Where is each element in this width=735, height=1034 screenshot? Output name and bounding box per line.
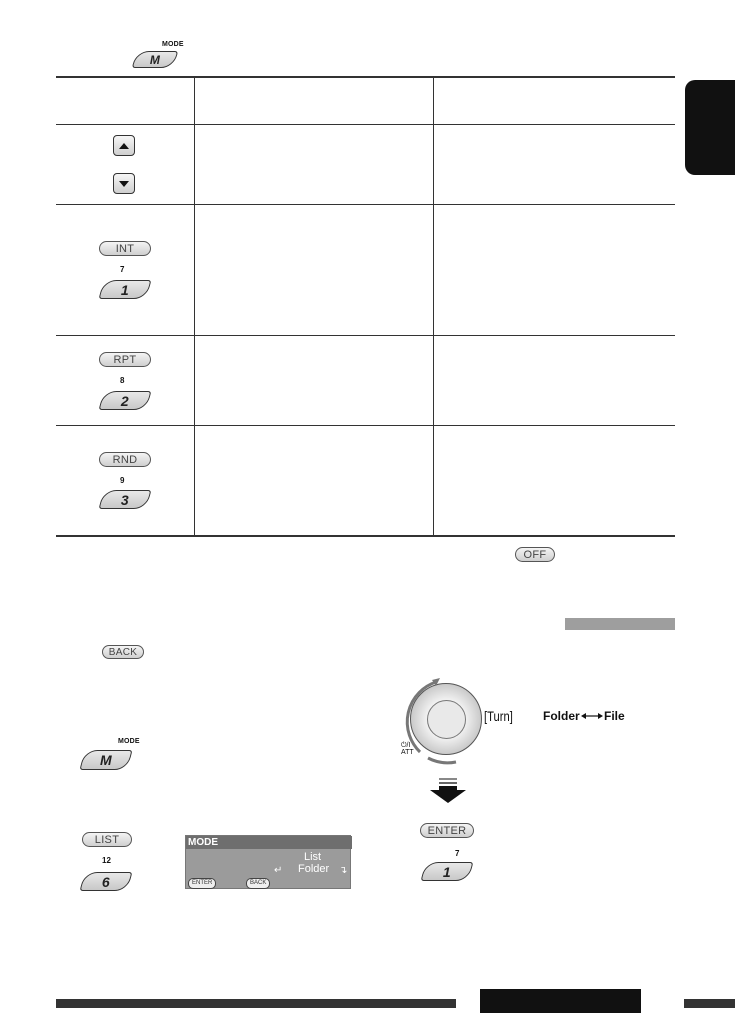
arrow-right-icon: ↴ [339,865,348,876]
preset-3-label: 3 [121,491,129,508]
preset-1-button[interactable] [421,862,474,881]
language-tab [685,80,735,175]
preset-1-label: 1 [121,281,129,298]
preset-6-button[interactable] [80,872,133,891]
table-column-divider [433,77,434,536]
mode-key-label: M [150,52,160,67]
mode-label: MODE [118,738,140,745]
table-rule [56,335,675,336]
display-enter-pill: ENTER [188,878,216,889]
up-arrow-icon [119,143,129,149]
turn-label: [Turn] [484,708,513,724]
mode-button[interactable] [132,51,178,68]
double-arrow-icon [581,711,603,721]
preset-1-label: 1 [443,863,451,880]
arrow-left-icon: ↵ [274,865,283,876]
preset-number: 7 [455,849,460,858]
preset-number: 8 [120,376,125,385]
table-rule [56,124,675,125]
display-title: MODE [186,836,352,849]
preset-2-label: 2 [121,392,129,409]
list-button[interactable]: LIST [82,832,132,847]
table-bottom-rule [56,535,675,537]
preset-2-button[interactable] [99,391,152,410]
footer-rule-right [684,999,735,1008]
table-rule [56,204,675,205]
preset-number: 12 [102,856,111,865]
up-button[interactable] [113,135,135,156]
display-back-pill: BACK [246,878,270,889]
display-line-list: List [304,851,322,863]
int-button[interactable]: INT [99,241,151,256]
preset-6-label: 6 [102,873,110,890]
table-top-rule [56,76,675,78]
display-panel [185,835,351,889]
footer-page-block [480,989,641,1013]
mode-button[interactable] [80,750,133,770]
enter-button[interactable]: ENTER [420,823,474,838]
preset-3-button[interactable] [99,490,152,509]
preset-1-button[interactable] [99,280,152,299]
preset-number: 9 [120,476,125,485]
file-label: File [604,709,625,723]
folder-label: Folder [543,709,580,723]
table-rule [56,425,675,426]
down-arrow-icon [430,778,466,804]
mode-label: MODE [162,41,184,48]
table-column-divider [194,77,195,536]
off-button[interactable]: OFF [515,547,555,562]
power-att-label: ⏻/I ATT [401,742,414,756]
footer-rule-left [56,999,456,1008]
back-button[interactable]: BACK [102,645,144,659]
rpt-button[interactable]: RPT [99,352,151,367]
rnd-button[interactable]: RND [99,452,151,467]
preset-number: 7 [120,265,125,274]
mode-key-label: M [100,752,112,768]
section-bar [565,618,675,630]
down-button[interactable] [113,173,135,194]
down-arrow-icon [119,181,129,187]
display-line-folder: Folder [298,863,330,875]
